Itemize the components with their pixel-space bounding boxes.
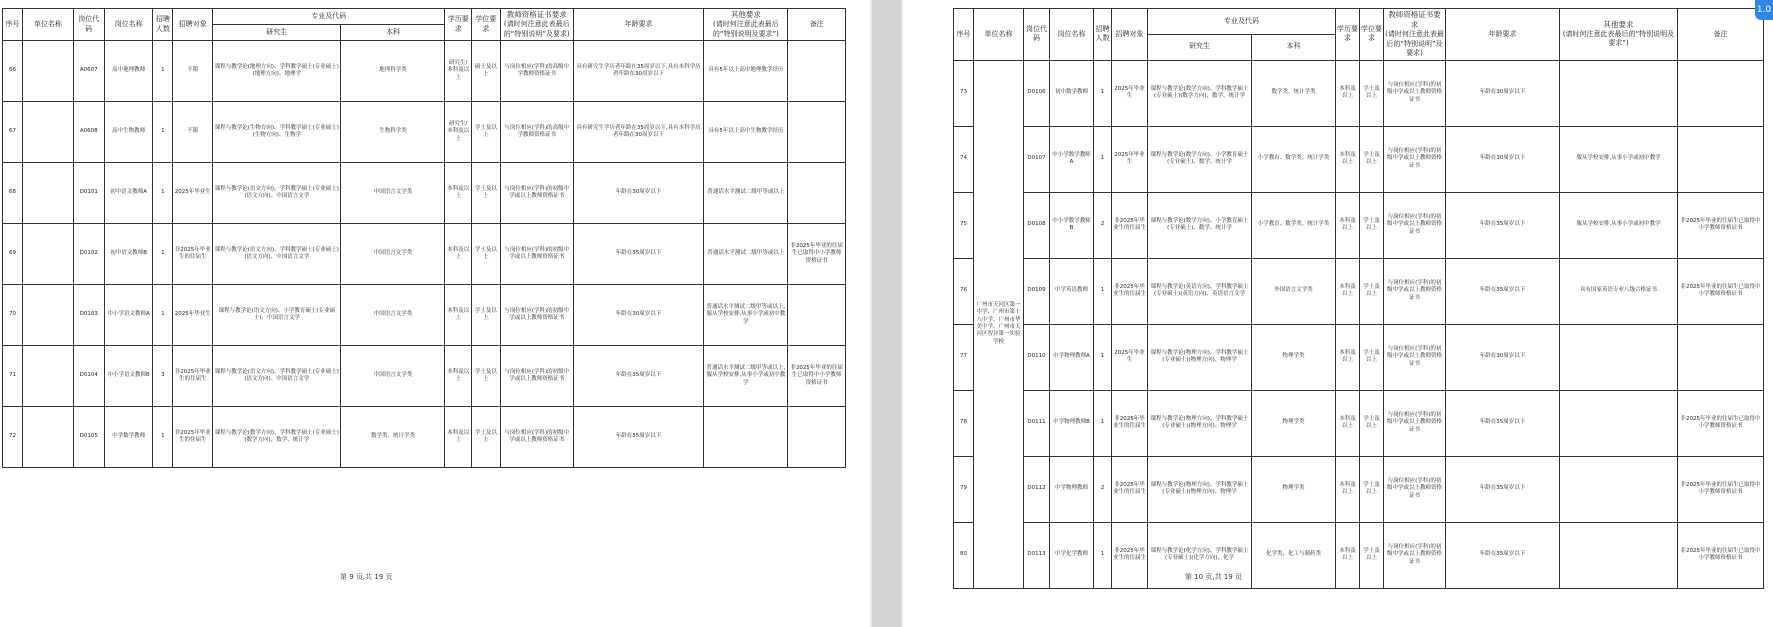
cell-edu: 本科及以上 xyxy=(1336,390,1360,456)
cell-other xyxy=(1560,390,1678,456)
cell-unit xyxy=(22,163,73,224)
cell-grad: 课程与教学论(数学方向)、小学教育硕士(专业硕士)、数学、统计学 xyxy=(1148,192,1252,258)
table-row xyxy=(954,192,1764,258)
cell-cert: 与岗位相应(学科)的初级中学或以上教师资格证书 xyxy=(500,407,573,468)
col-post-code: 岗位代码 xyxy=(1024,9,1050,61)
cell-grad: 课程与教学论(数学方向)、学科教学硕士(专业硕士)(数学方向)、数学、统计学 xyxy=(213,407,341,468)
cell-degree: 学士及以上 xyxy=(472,346,501,407)
cell-target: 2025年毕业生 xyxy=(1112,126,1148,192)
cell-code: D0111 xyxy=(1024,390,1050,456)
cell-remark xyxy=(1678,60,1764,126)
cell-cert: 与岗位相应(学科)的初级中学或以上教师资格证书 xyxy=(1384,390,1446,456)
cell-cert: 与岗位相应(学科)的初级中学或以上教师资格证书 xyxy=(500,346,573,407)
cell-seq: 74 xyxy=(954,126,974,192)
col-cert: 教师资格证书要求 (请时何注意此表最后的“特别说明”及要求) xyxy=(500,9,573,41)
cell-other xyxy=(1560,60,1678,126)
col-post-name: 岗位名称 xyxy=(1050,9,1094,61)
cell-degree: 学士及以上 xyxy=(1360,192,1384,258)
table-row xyxy=(3,407,846,468)
cell-other: 服从学校安排,从事小学或初中教学 xyxy=(1560,192,1678,258)
cell-degree: 学士及以上 xyxy=(1360,522,1384,588)
col-edu: 学历要求 xyxy=(445,9,472,41)
cell-age: 年龄在35周岁以下 xyxy=(1446,258,1560,324)
cell-other xyxy=(1560,456,1678,522)
cell-count: 1 xyxy=(1094,258,1112,324)
table-row xyxy=(3,224,846,285)
cell-name: 高中生物教师 xyxy=(104,102,153,163)
cell-age: 年龄在35周岁以下 xyxy=(573,346,704,407)
cell-name: 中学物理教师 xyxy=(1050,456,1094,522)
cell-unit xyxy=(22,346,73,407)
col-undergrad: 本科 xyxy=(341,25,445,41)
cell-edu: 本科及以上 xyxy=(1336,60,1360,126)
cell-other: 普通话水平测试二级甲等或以上 xyxy=(704,163,788,224)
col-remark: 备注 xyxy=(1678,9,1764,61)
cell-seq: 76 xyxy=(954,258,974,324)
cell-remark: 非2025年毕业的往届生已取得中小学教师资格证书 xyxy=(1678,192,1764,258)
cell-other: 具有国家英语专业八级合格证书 xyxy=(1560,258,1678,324)
cell-undergrad: 小学教育、数学类、统计学类 xyxy=(1252,126,1336,192)
cell-edu: 本科及以上 xyxy=(445,163,472,224)
cell-target: 非2025年毕业生的往届生 xyxy=(1112,258,1148,324)
cell-cert: 与岗位相应(学科)的初级中学或以上教师资格证书 xyxy=(1384,456,1446,522)
cell-remark xyxy=(788,163,846,224)
col-count: 招聘人数 xyxy=(1094,9,1112,61)
cell-target: 非2025年毕业生的往届生 xyxy=(173,346,213,407)
cell-code: D0107 xyxy=(1024,126,1050,192)
cell-count: 3 xyxy=(153,346,173,407)
cell-undergrad: 物理学类 xyxy=(1252,324,1336,390)
cell-target: 非2025年毕业生的往届生 xyxy=(1112,522,1148,588)
cell-code: A0607 xyxy=(73,41,104,102)
cell-degree: 学士及以上 xyxy=(472,102,501,163)
cell-code: D0113 xyxy=(1024,522,1050,588)
cell-remark xyxy=(788,285,846,346)
cell-edu: 本科及以上 xyxy=(445,224,472,285)
cell-seq: 71 xyxy=(3,346,23,407)
cell-undergrad: 数学类、统计学类 xyxy=(341,407,445,468)
table-row xyxy=(954,324,1764,390)
col-grad: 研究生 xyxy=(1148,34,1252,60)
cell-target: 2025年毕业生 xyxy=(1112,60,1148,126)
cell-seq: 68 xyxy=(3,163,23,224)
cell-remark: 非2025年毕业的往届生已取得中小学教师资格证书 xyxy=(1678,258,1764,324)
cell-code: D0112 xyxy=(1024,456,1050,522)
cell-cert: 与岗位相应(学科)的高级中学教师资格证书 xyxy=(500,41,573,102)
cell-target: 非2025年毕业生的往届生 xyxy=(173,224,213,285)
col-grad: 研究生 xyxy=(213,25,341,41)
col-degree: 学位要求 xyxy=(1360,9,1384,61)
cell-edu: 本科及以上 xyxy=(1336,258,1360,324)
cell-degree: 硕士及以上 xyxy=(472,41,501,102)
cell-undergrad: 小学教育、数学类、统计学类 xyxy=(1252,192,1336,258)
col-post-code: 岗位代码 xyxy=(73,9,104,41)
table-header-row xyxy=(954,9,1764,35)
cell-count: 2 xyxy=(1094,192,1112,258)
cell-unit xyxy=(22,285,73,346)
cell-cert: 与岗位相应(学科)的初级中学或以上教师资格证书 xyxy=(1384,258,1446,324)
cell-grad: 课程与教学论(语文方向)、小学教育硕士(专业硕士)、中国语言文学 xyxy=(213,285,341,346)
cell-name: 中学化学教师 xyxy=(1050,522,1094,588)
cell-remark xyxy=(788,41,846,102)
cell-seq: 72 xyxy=(3,407,23,468)
cell-undergrad: 地理科学类 xyxy=(341,41,445,102)
cell-other xyxy=(1560,522,1678,588)
col-post-name: 岗位名称 xyxy=(104,9,153,41)
document-page-10 xyxy=(903,0,1773,627)
cell-seq: 69 xyxy=(3,224,23,285)
cell-age: 年龄在30周岁以下 xyxy=(1446,60,1560,126)
col-target: 招聘对象 xyxy=(1112,9,1148,61)
cell-seq: 75 xyxy=(954,192,974,258)
cell-grad: 课程与教学论(地理方向)、学科教学硕士(专业硕士)(地理方向)、地理学 xyxy=(213,41,341,102)
cell-remark: 非2025年毕业的往届生已取得中小学教师资格证书 xyxy=(1678,456,1764,522)
cell-cert: 与岗位相应(学科)的初级中学或以上教师资格证书 xyxy=(1384,522,1446,588)
cell-age: 年龄在35周岁以下 xyxy=(573,224,704,285)
cell-grad: 课程与教学论(物理方向)、学科教学硕士(专业硕士)(物理方向)、物理学 xyxy=(1148,390,1252,456)
cell-count: 1 xyxy=(1094,324,1112,390)
cell-cert: 与岗位相应(学科)的初级中学或以上教师资格证书 xyxy=(1384,126,1446,192)
cell-target: 2025年毕业生 xyxy=(173,163,213,224)
cell-code: D0105 xyxy=(73,407,104,468)
cell-edu: 本科及以上 xyxy=(1336,192,1360,258)
col-age: 年龄要求 xyxy=(1446,9,1560,61)
cell-other: 服从学校安排,从事小学或初中教学 xyxy=(1560,126,1678,192)
cell-remark: 非2025年毕业的往届生已取得中小学教师资格证书 xyxy=(788,346,846,407)
cell-remark: 非2025年毕业的往届生已取得中小学教师资格证书 xyxy=(1678,390,1764,456)
cell-undergrad: 外国语言文学类 xyxy=(1252,258,1336,324)
cell-cert: 与岗位相应(学科)的初级中学或以上教师资格证书 xyxy=(500,285,573,346)
col-unit: 单位名称 xyxy=(974,9,1024,61)
cell-age: 年龄在35周岁以下 xyxy=(1446,390,1560,456)
cell-cert: 与岗位相应(学科)的初级中学或以上教师资格证书 xyxy=(500,224,573,285)
viewer-badge[interactable]: 1.0 xyxy=(1755,0,1773,20)
col-remark: 备注 xyxy=(788,9,846,41)
cell-cert: 与岗位相应(学科)的初级中学或以上教师资格证书 xyxy=(500,163,573,224)
cell-remark: 非2025年毕业的往届生已取得中小学教师资格证书 xyxy=(788,224,846,285)
table-row xyxy=(954,522,1764,588)
cell-unit xyxy=(22,102,73,163)
cell-edu: 本科及以上 xyxy=(1336,324,1360,390)
cell-name: 中小学数学教师B xyxy=(1050,192,1094,258)
cell-age: 年龄在30周岁以下 xyxy=(1446,126,1560,192)
col-other: 其他要求 (请时何注意此表最后的“特别说明及要求”) xyxy=(704,9,788,41)
cell-name: 中学英语教师 xyxy=(1050,258,1094,324)
cell-code: D0109 xyxy=(1024,258,1050,324)
cell-count: 1 xyxy=(1094,126,1112,192)
cell-undergrad: 中国语言文学类 xyxy=(341,346,445,407)
cell-age: 年龄在30周岁以下 xyxy=(573,163,704,224)
cell-count: 1 xyxy=(1094,60,1112,126)
cell-degree: 学士及以上 xyxy=(1360,258,1384,324)
cell-target: 非2025年毕业生的往届生 xyxy=(173,407,213,468)
cell-unit-merged: 广州市天河区第一中学、广州市第十八中学、广州市华美中学、广州市天河区智谷第一实验学校 xyxy=(974,60,1024,588)
cell-other: 普通话水平测试二级甲等或以上,服从学校安排,从事小学或初中教学 xyxy=(704,346,788,407)
table-row xyxy=(954,126,1764,192)
col-unit: 单位名称 xyxy=(22,9,73,41)
cell-edu: 研究生/本科及以上 xyxy=(445,102,472,163)
col-cert: 教师资格证书要求 (请时何注意此表最后的“特别说明”及要求) xyxy=(1384,9,1446,61)
cell-edu: 本科及以上 xyxy=(1336,126,1360,192)
table-row xyxy=(954,456,1764,522)
cell-cert: 与岗位相应(学科)的初级中学或以上教师资格证书 xyxy=(1384,324,1446,390)
col-edu: 学历要求 xyxy=(1336,9,1360,61)
col-major: 专业及代码 xyxy=(213,9,445,25)
table-row xyxy=(954,390,1764,456)
cell-count: 1 xyxy=(1094,522,1112,588)
cell-degree: 学士及以上 xyxy=(472,407,501,468)
cell-code: D0104 xyxy=(73,346,104,407)
col-degree: 学位要求 xyxy=(472,9,501,41)
cell-edu: 本科及以上 xyxy=(445,285,472,346)
cell-edu: 本科及以上 xyxy=(445,407,472,468)
cell-code: D0106 xyxy=(1024,60,1050,126)
cell-count: 1 xyxy=(153,285,173,346)
cell-undergrad: 物理学类 xyxy=(1252,390,1336,456)
cell-age: 年龄在35周岁以下 xyxy=(1446,522,1560,588)
cell-count: 1 xyxy=(153,102,173,163)
cell-count: 1 xyxy=(153,41,173,102)
cell-unit xyxy=(22,41,73,102)
cell-other xyxy=(1560,324,1678,390)
cell-undergrad: 数学类、统计学类 xyxy=(1252,60,1336,126)
col-undergrad: 本科 xyxy=(1252,34,1336,60)
table-row xyxy=(3,102,846,163)
cell-remark: 非2025年毕业的往届生已取得中小学教师资格证书 xyxy=(1678,522,1764,588)
table-row xyxy=(3,285,846,346)
cell-count: 1 xyxy=(1094,390,1112,456)
cell-remark xyxy=(1678,126,1764,192)
cell-code: D0108 xyxy=(1024,192,1050,258)
cell-age: 年龄在35周岁以下 xyxy=(1446,192,1560,258)
cell-target: 非2025年毕业生的往届生 xyxy=(1112,456,1148,522)
cell-name: 高中地理教师 xyxy=(104,41,153,102)
cell-count: 1 xyxy=(153,407,173,468)
cell-unit xyxy=(22,407,73,468)
cell-grad: 课程与教学论(物理方向)、学科教学硕士(专业硕士)(物理方向)、物理学 xyxy=(1148,456,1252,522)
cell-target: 不限 xyxy=(173,102,213,163)
cell-degree: 学士及以上 xyxy=(472,224,501,285)
cell-cert: 与岗位相应(学科)的初级中学或以上教师资格证书 xyxy=(1384,192,1446,258)
col-other: 其他要求 (请时何注意此表最后的“特别说明及要求”) xyxy=(1560,9,1678,61)
cell-grad: 课程与教学论(数学方向)、学科教学硕士(专业硕士)(数学方向)、数学、统计学 xyxy=(1148,60,1252,126)
cell-other xyxy=(704,407,788,468)
cell-seq: 67 xyxy=(3,102,23,163)
cell-age: 年龄在30周岁以下 xyxy=(573,285,704,346)
cell-grad: 课程与教学论(语文方向)、学科教学硕士(专业硕士)(语文方向)、中国语言文学 xyxy=(213,346,341,407)
cell-degree: 学士及以上 xyxy=(472,163,501,224)
cell-name: 初中语文教师B xyxy=(104,224,153,285)
cell-degree: 学士及以上 xyxy=(1360,60,1384,126)
table-row xyxy=(954,258,1764,324)
cell-age: 具有研究生学历者年龄在35周岁以下,具有本科学历者年龄在30周岁以下 xyxy=(573,41,704,102)
cell-seq: 78 xyxy=(954,390,974,456)
cell-undergrad: 中国语言文学类 xyxy=(341,224,445,285)
cell-other: 具有5年以上高中生物教学经历 xyxy=(704,102,788,163)
cell-name: 初中数学教师 xyxy=(1050,60,1094,126)
table-row xyxy=(3,41,846,102)
cell-name: 中学物理教师A xyxy=(1050,324,1094,390)
cell-count: 1 xyxy=(153,163,173,224)
cell-seq: 70 xyxy=(3,285,23,346)
col-seq: 序号 xyxy=(3,9,23,41)
cell-seq: 73 xyxy=(954,60,974,126)
cell-name: 中小学语文教师A xyxy=(104,285,153,346)
cell-edu: 本科及以上 xyxy=(445,346,472,407)
col-major: 专业及代码 xyxy=(1148,9,1336,35)
cell-unit xyxy=(22,224,73,285)
cell-grad: 课程与教学论(化学方向)、学科教学硕士(专业硕士)(化学方向)、化学 xyxy=(1148,522,1252,588)
cell-undergrad: 中国语言文学类 xyxy=(341,285,445,346)
cell-seq: 66 xyxy=(3,41,23,102)
page-footer: 第 9 页,共 19 页 xyxy=(340,573,393,581)
cell-edu: 研究生/本科及以上 xyxy=(445,41,472,102)
cell-target: 不限 xyxy=(173,41,213,102)
cell-cert: 与岗位相应(学科)的高级中学教师资格证书 xyxy=(500,102,573,163)
cell-code: D0110 xyxy=(1024,324,1050,390)
cell-code: D0103 xyxy=(73,285,104,346)
page-gap xyxy=(872,0,901,627)
cell-grad: 课程与教学论(英语方向)、学科教学硕士(专业硕士)(英语方向)、英语语言文学 xyxy=(1148,258,1252,324)
cell-remark xyxy=(1678,324,1764,390)
cell-remark xyxy=(788,102,846,163)
cell-age: 年龄在35周岁以下 xyxy=(1446,456,1560,522)
cell-name: 中学物理教师B xyxy=(1050,390,1094,456)
cell-degree: 学士及以上 xyxy=(472,285,501,346)
cell-name: 初中语文教师A xyxy=(104,163,153,224)
cell-grad: 课程与教学论(物理方向)、学科教学硕士(专业硕士)(物理方向)、物理学 xyxy=(1148,324,1252,390)
cell-code: D0102 xyxy=(73,224,104,285)
cell-age: 具有研究生学历者年龄在35周岁以下,具有本科学历者年龄在30周岁以下 xyxy=(573,102,704,163)
cell-degree: 学士及以上 xyxy=(1360,126,1384,192)
cell-other: 普通话水平测试二级甲等或以上,服从学校安排,从事小学或初中教学 xyxy=(704,285,788,346)
cell-code: A0608 xyxy=(73,102,104,163)
cell-degree: 学士及以上 xyxy=(1360,456,1384,522)
cell-other: 具有5年以上高中地理教学经历 xyxy=(704,41,788,102)
page-footer: 第 10 页,共 19 页 xyxy=(1185,573,1242,581)
table-row xyxy=(954,60,1764,126)
cell-seq: 80 xyxy=(954,522,974,588)
cell-name: 中学数学教师 xyxy=(104,407,153,468)
cell-name: 中小学语文教师B xyxy=(104,346,153,407)
cell-remark xyxy=(788,407,846,468)
cell-age: 年龄在35周岁以下 xyxy=(573,407,704,468)
cell-undergrad: 生物科学类 xyxy=(341,102,445,163)
cell-undergrad: 物理学类 xyxy=(1252,456,1336,522)
cell-grad: 课程与教学论(语文方向)、学科教学硕士(专业硕士)(语文方向)、中国语言文学 xyxy=(213,224,341,285)
cell-grad: 课程与教学论(生物方向)、学科教学硕士(专业硕士)(生物方向)、生物学 xyxy=(213,102,341,163)
table-row xyxy=(3,163,846,224)
cell-degree: 学士及以上 xyxy=(1360,390,1384,456)
col-count: 招聘人数 xyxy=(153,9,173,41)
table-row xyxy=(3,346,846,407)
document-page-9 xyxy=(0,0,870,627)
cell-undergrad: 中国语言文学类 xyxy=(341,163,445,224)
cell-edu: 本科及以上 xyxy=(1336,456,1360,522)
cell-age: 年龄在30周岁以下 xyxy=(1446,324,1560,390)
cell-other: 普通话水平测试二级甲等或以上 xyxy=(704,224,788,285)
recruitment-table-page-9 xyxy=(2,8,846,468)
cell-code: D0101 xyxy=(73,163,104,224)
cell-grad: 课程与教学论(语文方向)、学科教学硕士(专业硕士)(语文方向)、中国语言文学 xyxy=(213,163,341,224)
cell-count: 1 xyxy=(153,224,173,285)
cell-edu: 本科及以上 xyxy=(1336,522,1360,588)
cell-seq: 79 xyxy=(954,456,974,522)
cell-undergrad: 化学类、化工与制药类 xyxy=(1252,522,1336,588)
cell-target: 2025年毕业生 xyxy=(1112,324,1148,390)
cell-count: 2 xyxy=(1094,456,1112,522)
cell-target: 非2025年毕业生的往届生 xyxy=(1112,390,1148,456)
col-target: 招聘对象 xyxy=(173,9,213,41)
cell-target: 非2025年毕业生的往届生 xyxy=(1112,192,1148,258)
cell-seq: 77 xyxy=(954,324,974,390)
cell-grad: 课程与教学论(数学方向)、小学教育硕士(专业硕士)、数学、统计学 xyxy=(1148,126,1252,192)
cell-target: 2025年毕业生 xyxy=(173,285,213,346)
table-header-row xyxy=(3,9,846,25)
col-seq: 序号 xyxy=(954,9,974,61)
col-age: 年龄要求 xyxy=(573,9,704,41)
recruitment-table-page-10 xyxy=(953,8,1764,589)
cell-degree: 学士及以上 xyxy=(1360,324,1384,390)
cell-cert: 与岗位相应(学科)的初级中学或以上教师资格证书 xyxy=(1384,60,1446,126)
cell-name: 中小学数学教师A xyxy=(1050,126,1094,192)
